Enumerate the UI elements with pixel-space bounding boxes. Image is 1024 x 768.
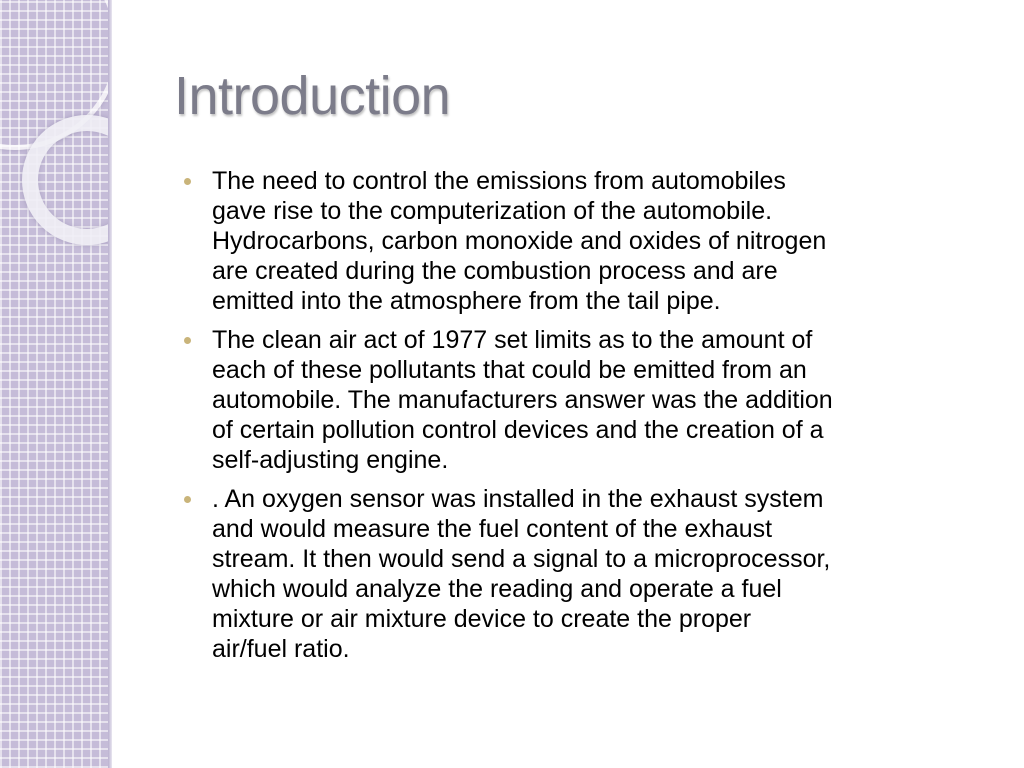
bullet-dot-icon (184, 337, 191, 344)
bullet-text: The clean air act of 1977 set limits as to the amount of each of these pollutants that could be emitted from an automobile. The manufacturers answer was the addition of certain pollution control devices and the creation of a self-adjusting engine. (212, 326, 833, 474)
bullet-dot-icon (184, 496, 191, 503)
bullet-item (182, 166, 1002, 316)
side-panel-edge (108, 0, 112, 768)
bullet-text: . An oxygen sensor was installed in the exhaust system and would measure the fuel content of the exhaust stream. It then would send a signal to a microprocessor, which would analyze the reading and operate a fuel mixture or air mixture device to create the proper air/fuel ratio. (212, 485, 831, 663)
decorative-side-panel (0, 0, 110, 768)
bullet-item (182, 325, 1002, 475)
slide-title: Introduction (174, 66, 451, 126)
bullet-item (182, 484, 1002, 664)
bullet-dot-icon (184, 178, 191, 185)
bullet-text: The need to control the emissions from automobiles gave rise to the computerization of the automobile. Hydrocarbons, carbon monoxide and oxides of nitrogen are created during the combustion process and are emitted into the atmosphere from the tail pipe. (212, 167, 827, 315)
bullet-list (182, 166, 1002, 673)
